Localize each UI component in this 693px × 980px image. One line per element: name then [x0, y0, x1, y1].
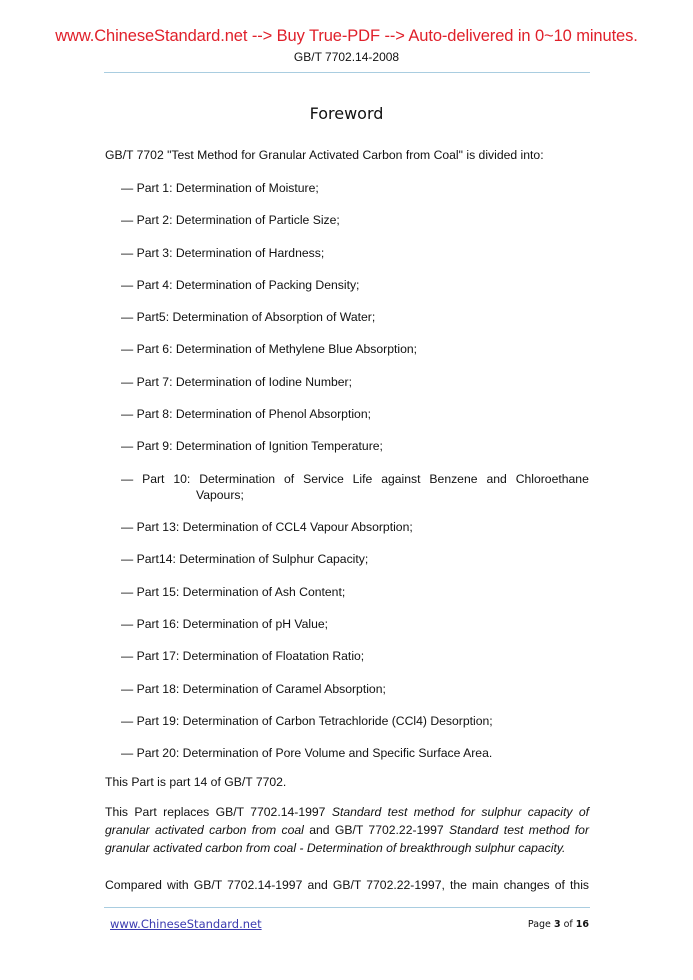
intro-text: GB/T 7702 "Test Method for Granular Activated Carbon from Coal" is divided into:	[105, 148, 544, 162]
list-item: — Part 18: Determination of Caramel Absorption;	[121, 681, 386, 696]
list-item: — Part 19: Determination of Carbon Tetrachloride (CCl4) Desorption;	[121, 713, 493, 728]
footer-divider	[104, 907, 590, 908]
list-item: — Part 16: Determination of pH Value;	[121, 617, 329, 632]
list-item-first-line	[121, 471, 589, 487]
page-of-label: of	[560, 919, 576, 930]
list-item: — Part 13: Determination of CCL4 Vapour Absorption;	[121, 520, 413, 535]
list-item: — Part 1: Determination of Moisture;	[121, 181, 319, 195]
word: Part	[142, 471, 165, 486]
word: Life	[352, 471, 373, 486]
promo-banner[interactable]: www.ChineseStandard.net --> Buy True-PDF --> Auto-delivered in 0~10 minutes.	[55, 27, 638, 45]
footer-website-link[interactable]: www.ChineseStandard.net	[110, 917, 262, 931]
list-item: — Part 7: Determination of Iodine Number;	[121, 374, 352, 389]
list-item: — Part 15: Determination of Ash Content;	[121, 584, 346, 599]
standard-title-italic: Standard test method for sulphur capacity of granular activated carbon from coal	[105, 805, 589, 837]
list-item: — Part5: Determination of Absorption of Water;	[121, 310, 376, 325]
text-run: and GB/T 7702.22-1997	[303, 823, 449, 837]
paragraph-replaces	[105, 803, 589, 857]
word: Benzene	[429, 471, 478, 486]
text-run: This Part replaces GB/T 7702.14-1997	[105, 805, 332, 819]
word: Determination	[199, 471, 276, 486]
page-label: Page	[527, 919, 554, 930]
list-item	[121, 471, 589, 520]
parts-list	[121, 180, 589, 778]
word: against	[381, 471, 421, 486]
page-number	[528, 919, 589, 930]
list-item: — Part 2: Determination of Particle Size;	[121, 213, 340, 228]
current-page: 3	[553, 919, 561, 930]
paragraph-part-number: This Part is part 14 of GB/T 7702.	[105, 775, 287, 789]
document-code: GB/T 7702.14-2008	[293, 50, 400, 64]
word: —	[121, 471, 134, 486]
list-item: — Part 9: Determination of Ignition Temperature;	[121, 439, 383, 454]
list-item: — Part 8: Determination of Phenol Absorption;	[121, 407, 371, 422]
word: 10:	[173, 471, 191, 486]
standard-title-italic: Standard test method for granular activated carbon from coal - Determination of breakthrough sulphur capacity.	[105, 823, 589, 855]
list-item-continuation: Vapours;	[196, 487, 244, 502]
list-item: — Part 3: Determination of Hardness;	[121, 245, 325, 260]
page-title: Foreword	[309, 104, 384, 123]
list-item: — Part 17: Determination of Floatation Ratio;	[121, 649, 365, 664]
word: of	[284, 471, 295, 486]
paragraph-changes: Compared with GB/T 7702.14-1997 and GB/T 7702.22-1997, the main changes of this	[105, 878, 589, 892]
total-pages: 16	[575, 919, 589, 930]
word: and	[486, 471, 507, 486]
list-item: — Part 20: Determination of Pore Volume and Specific Surface Area.	[121, 746, 493, 761]
list-item: — Part 6: Determination of Methylene Blue Absorption;	[121, 342, 418, 357]
word: Chloroethane	[515, 471, 589, 486]
word: Service	[303, 471, 344, 486]
list-item: — Part 4: Determination of Packing Density;	[121, 277, 360, 292]
list-item: — Part14: Determination of Sulphur Capacity;	[121, 552, 369, 567]
header-divider	[104, 72, 590, 73]
